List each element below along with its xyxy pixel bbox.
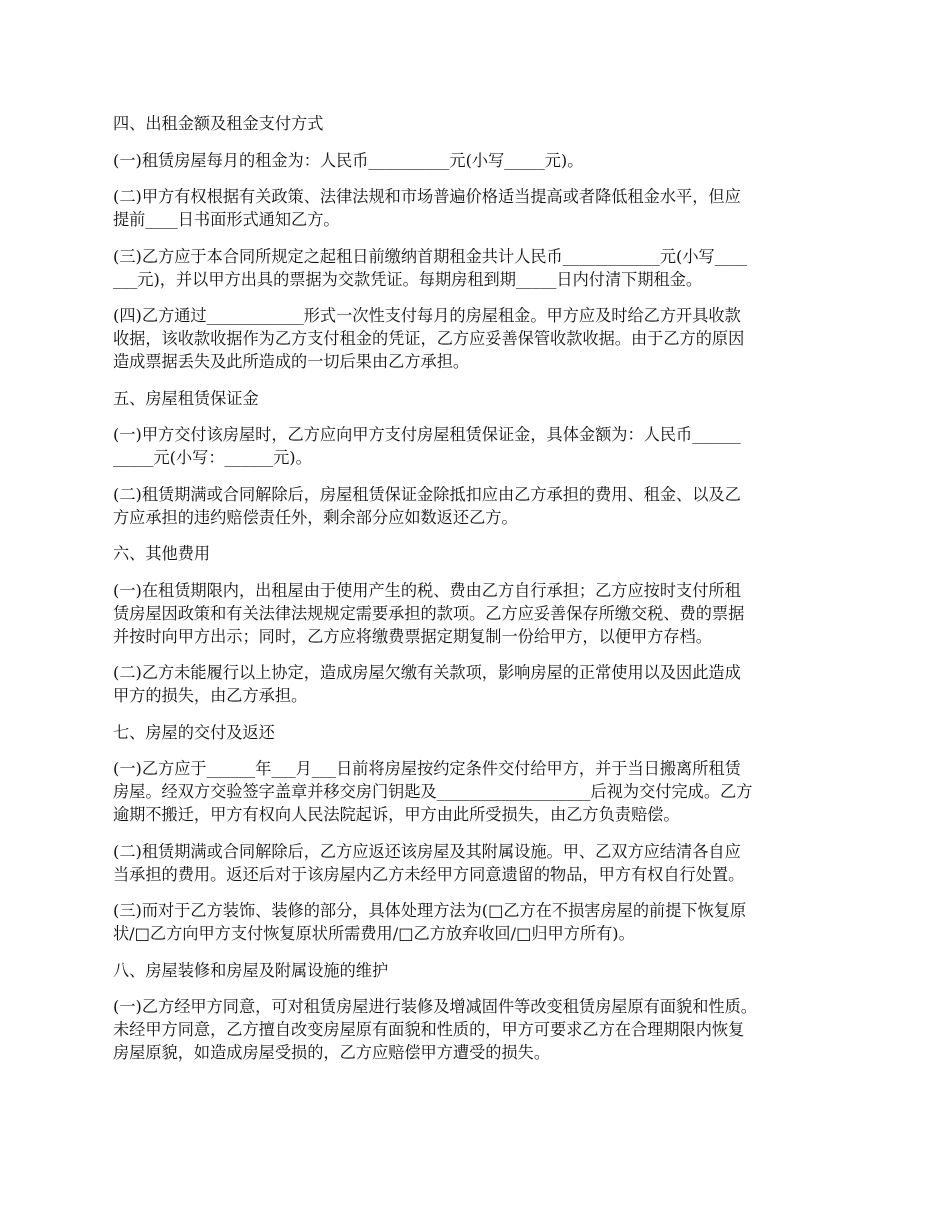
- section-7: [113, 721, 843, 946]
- paragraph-line: 房屋原貌，如造成房屋受损的，乙方应赔偿甲方遭受的损失。: [113, 1043, 551, 1062]
- paragraph-line: (二)租赁期满或合同解除后，房屋租赁保证金除抵扣应由乙方承担的费用、租金、以及乙: [113, 484, 741, 504]
- paragraph: [113, 304, 843, 373]
- paragraph-line: (一)乙方经甲方同意，可对租赁房屋进行装修及增减固件等改变租赁房屋原有面貌和性质。: [113, 997, 757, 1016]
- paragraph-line: 状/□乙方向甲方支付恢复原状所需费用/□乙方放弃收回/□归甲方所有)。: [113, 924, 635, 943]
- paragraph-line: 当承担的费用。返还后对于该房屋内乙方未经甲方同意遗留的物品，甲方有权自行处置。: [113, 864, 745, 884]
- paragraph: [113, 899, 843, 945]
- paragraph-line: 并按时向甲方出示；同时，乙方应将缴费票据定期复制一份给甲方，以便甲方存档。: [113, 626, 712, 646]
- paragraph-line: _____元(小写：______元)。: [113, 448, 312, 467]
- paragraph-line: (一)甲方交付该房屋时，乙方应向甲方支付房屋租赁保证金，具体金额为：人民币______: [113, 425, 741, 444]
- paragraph: [113, 149, 843, 172]
- paragraph: [113, 757, 843, 826]
- paragraph: [113, 423, 843, 469]
- section-heading: 五、房屋租赁保证金: [113, 388, 259, 408]
- paragraph: [113, 579, 843, 648]
- paragraph: [113, 840, 843, 886]
- section-4: [113, 112, 843, 373]
- paragraph: [113, 995, 843, 1064]
- paragraph: [113, 661, 843, 707]
- paragraph-line: 收据，该收款收据作为乙方支付租金的凭证，乙方应妥善保管收款收据。由于乙方的原因: [113, 329, 745, 348]
- paragraph-line: 甲方的损失，由乙方承担。: [113, 686, 308, 705]
- paragraph-line: 方应承担的违约赔偿责任外，剩余部分应如数返还乙方。: [113, 507, 518, 527]
- paragraph-line: 造成票据丢失及此所造成的一切后果由乙方承担。: [113, 352, 470, 371]
- paragraph-line: (一)租赁房屋每月的租金为：人民币__________元(小写_____元)。: [113, 150, 584, 170]
- section-8: [113, 959, 843, 1065]
- section-heading: 四、出租金额及租金支付方式: [113, 114, 324, 133]
- paragraph-line: (二)乙方未能履行以上协定，造成房屋欠缴有关款项，影响房屋的正常使用以及因此造成: [113, 663, 741, 682]
- document-page: [113, 112, 843, 1064]
- paragraph-line: (四)乙方通过____________形式一次性支付每月的房屋租金。甲方应及时给乙方开具收款: [113, 306, 741, 325]
- paragraph-line: (三)而对于乙方装饰、装修的部分，具体处理方法为(□乙方在不损害房屋的前提下恢复原: [113, 901, 747, 920]
- paragraph: [113, 185, 843, 231]
- section-heading: 六、其他费用: [113, 544, 211, 563]
- paragraph-line: (二)甲方有权根据有关政策、法律法规和市场普遍价格适当提高或者降低租金水平，但应: [113, 187, 741, 206]
- paragraph-line: 房屋。经双方交验签字盖章并移交房门钥匙及___________________后视为交付完成。乙方: [113, 782, 753, 801]
- section-heading: 八、房屋装修和房屋及附属设施的维护: [113, 960, 389, 980]
- section-heading: 七、房屋的交付及返还: [113, 722, 275, 742]
- paragraph: [113, 245, 843, 291]
- section-6: [113, 542, 843, 707]
- paragraph-line: (二)租赁期满或合同解除后，乙方应返还该房屋及其附属设施。甲、乙双方应结清各自应: [113, 841, 741, 861]
- paragraph-line: 赁房屋因政策和有关法律法规规定需要承担的款项。乙方应妥善保存所缴交税、费的票据: [113, 603, 745, 623]
- paragraph-line: ___元)，并以甲方出具的票据为交款凭证。每期房租到期_____日内付清下期租金。: [113, 269, 703, 289]
- paragraph: [113, 483, 843, 529]
- paragraph-line: 未经甲方同意，乙方擅自改变房屋原有面貌和性质的，甲方可要求乙方在合理期限内恢复: [113, 1020, 745, 1039]
- paragraph-line: (一)乙方应于______年___月___日前将房屋按约定条件交付给甲方，并于当日搬离所租赁: [113, 759, 741, 778]
- paragraph-line: 逾期不搬迁，甲方有权向人民法院起诉，甲方由此所受损失，由乙方负责赔偿。: [113, 805, 680, 824]
- section-5: [113, 387, 843, 529]
- paragraph-line: 提前____日书面形式通知乙方。: [113, 210, 340, 229]
- paragraph-line: (一)在租赁期限内，出租屋由于使用产生的税、费由乙方自行承担；乙方应按时支付所租: [113, 580, 741, 600]
- paragraph-line: (三)乙方应于本合同所规定之起租日前缴纳首期租金共计人民币____________元(小写____: [113, 246, 748, 266]
